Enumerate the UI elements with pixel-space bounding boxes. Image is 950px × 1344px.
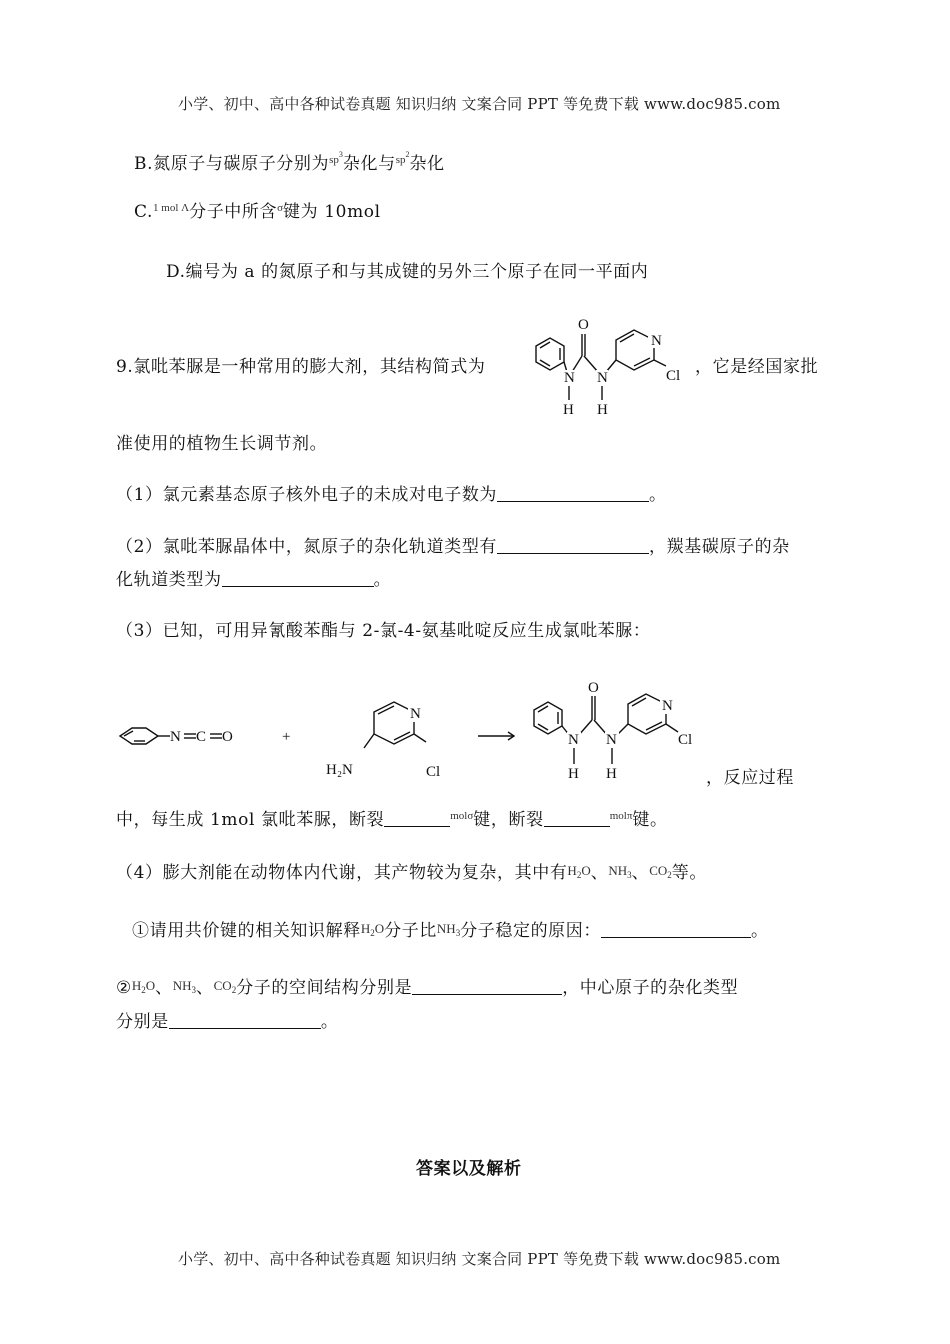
answer-blank[interactable]	[544, 809, 610, 827]
option-b: B.氮原子与碳原子分别为$^{sp^3}$杂化与$^{sp^2}$杂化	[134, 150, 445, 174]
answer-blank[interactable]	[497, 484, 649, 502]
svg-text:O: O	[578, 317, 589, 333]
q9-intro-cont: 准使用的植物生长调节剂。	[116, 434, 328, 454]
page-header: 小学、初中、高中各种试卷真题 知识归纳 文案合同 PPT 等免费下载 www.doc985.com	[178, 95, 781, 113]
answer-blank[interactable]	[222, 569, 374, 587]
q9-part2-cont: 化轨道类型为 。	[116, 570, 392, 590]
svg-text:Cl: Cl	[666, 368, 681, 384]
q9-part4: （4）膨大剂能在动物体内代谢，其产物较为复杂，其中有$H_2O$、$NH_3$、$CO_2$等。	[116, 863, 707, 883]
answer-blank[interactable]	[412, 977, 562, 995]
q9-part4-2: $②H_2O$、$NH_3$、$CO_2$分子的空间结构分别是 ，中心原子的杂化类型	[116, 978, 739, 998]
svg-text:N: N	[606, 732, 617, 748]
svg-text:O: O	[222, 729, 233, 745]
answer-blank[interactable]	[384, 809, 450, 827]
svg-text:N: N	[597, 370, 608, 386]
h2o-formula: $H_2O$	[360, 921, 385, 938]
option-d: D.编号为 a 的氮原子和与其成键的另外三个原子在同一平面内	[166, 262, 649, 282]
answer-blank[interactable]	[169, 1011, 321, 1029]
reaction-scheme	[112, 682, 732, 787]
svg-text:+: +	[282, 729, 291, 745]
formula-1mol: 1 mol Λ	[153, 202, 190, 214]
answer-title: 答案以及解析	[416, 1159, 522, 1179]
svg-text:N: N	[568, 732, 579, 748]
svg-text:N: N	[662, 698, 673, 714]
answer-blank[interactable]	[601, 920, 751, 938]
co2-formula: $CO_2$	[649, 863, 672, 880]
svg-text:H: H	[563, 402, 574, 418]
svg-text:Cl: Cl	[426, 764, 441, 780]
q9-intro: 9.氯吡苯脲是一种常用的膨大剂，其结构简式为	[116, 357, 486, 377]
svg-text:H: H	[597, 402, 608, 418]
q9-part1: （1）氯元素基态原子核外电子的未成对电子数为 。	[116, 485, 667, 505]
h2o-formula: $H_2O$	[567, 863, 591, 880]
nh3-formula: $NH_3$	[608, 863, 632, 880]
structure-forchlorfenuron-1	[514, 314, 694, 424]
sp2-formula: sp2	[395, 150, 410, 166]
q9-part3-bonds: 中，每生成 1mol 氯吡苯脲，断裂 $^{mol\sigma}$键，断裂 $^{mol\pi}$键。	[116, 810, 668, 830]
svg-text:O: O	[588, 680, 599, 696]
svg-text:N: N	[651, 333, 662, 349]
q9-part4-2-cont: 分别是 。	[116, 1012, 339, 1032]
option-c: C.$^{1 mol \Lambda}$分子中所含$^\sigma$键为 10mol	[134, 202, 381, 222]
co2-formula: $CO_2$	[213, 978, 237, 995]
sp3-formula: sp3	[329, 150, 343, 166]
q9-part3-tail: ，反应过程	[706, 768, 794, 788]
nh3-formula: $NH_3$	[436, 921, 461, 938]
page-footer: 小学、初中、高中各种试卷真题 知识归纳 文案合同 PPT 等免费下载 www.doc985.com	[178, 1250, 781, 1268]
svg-text:N: N	[564, 370, 575, 386]
h2o-formula: $H_2O$	[131, 978, 156, 995]
svg-text:H: H	[568, 766, 579, 782]
svg-text:H₂N: H₂N	[326, 762, 353, 778]
svg-text:N: N	[170, 729, 181, 745]
q9-intro-tail: ，它是经国家批	[695, 357, 819, 377]
svg-text:Cl: Cl	[678, 732, 693, 748]
svg-text:H: H	[606, 766, 617, 782]
answer-blank[interactable]	[497, 536, 649, 554]
svg-text:N: N	[410, 706, 421, 722]
q9-part3: （3）已知，可用异氰酸苯酯与 2-氯-4-氨基吡啶反应生成氯吡苯脲：	[116, 621, 651, 641]
svg-text:C: C	[196, 729, 207, 745]
nh3-formula: $NH_3$	[172, 978, 197, 995]
q9-part2: （2）氯吡苯脲晶体中，氮原子的杂化轨道类型有 ，羰基碳原子的杂	[116, 537, 790, 557]
q9-part4-1: ①请用共价键的相关知识解释$H_2O$分子比$NH_3$分子稳定的原因： 。	[132, 921, 769, 941]
